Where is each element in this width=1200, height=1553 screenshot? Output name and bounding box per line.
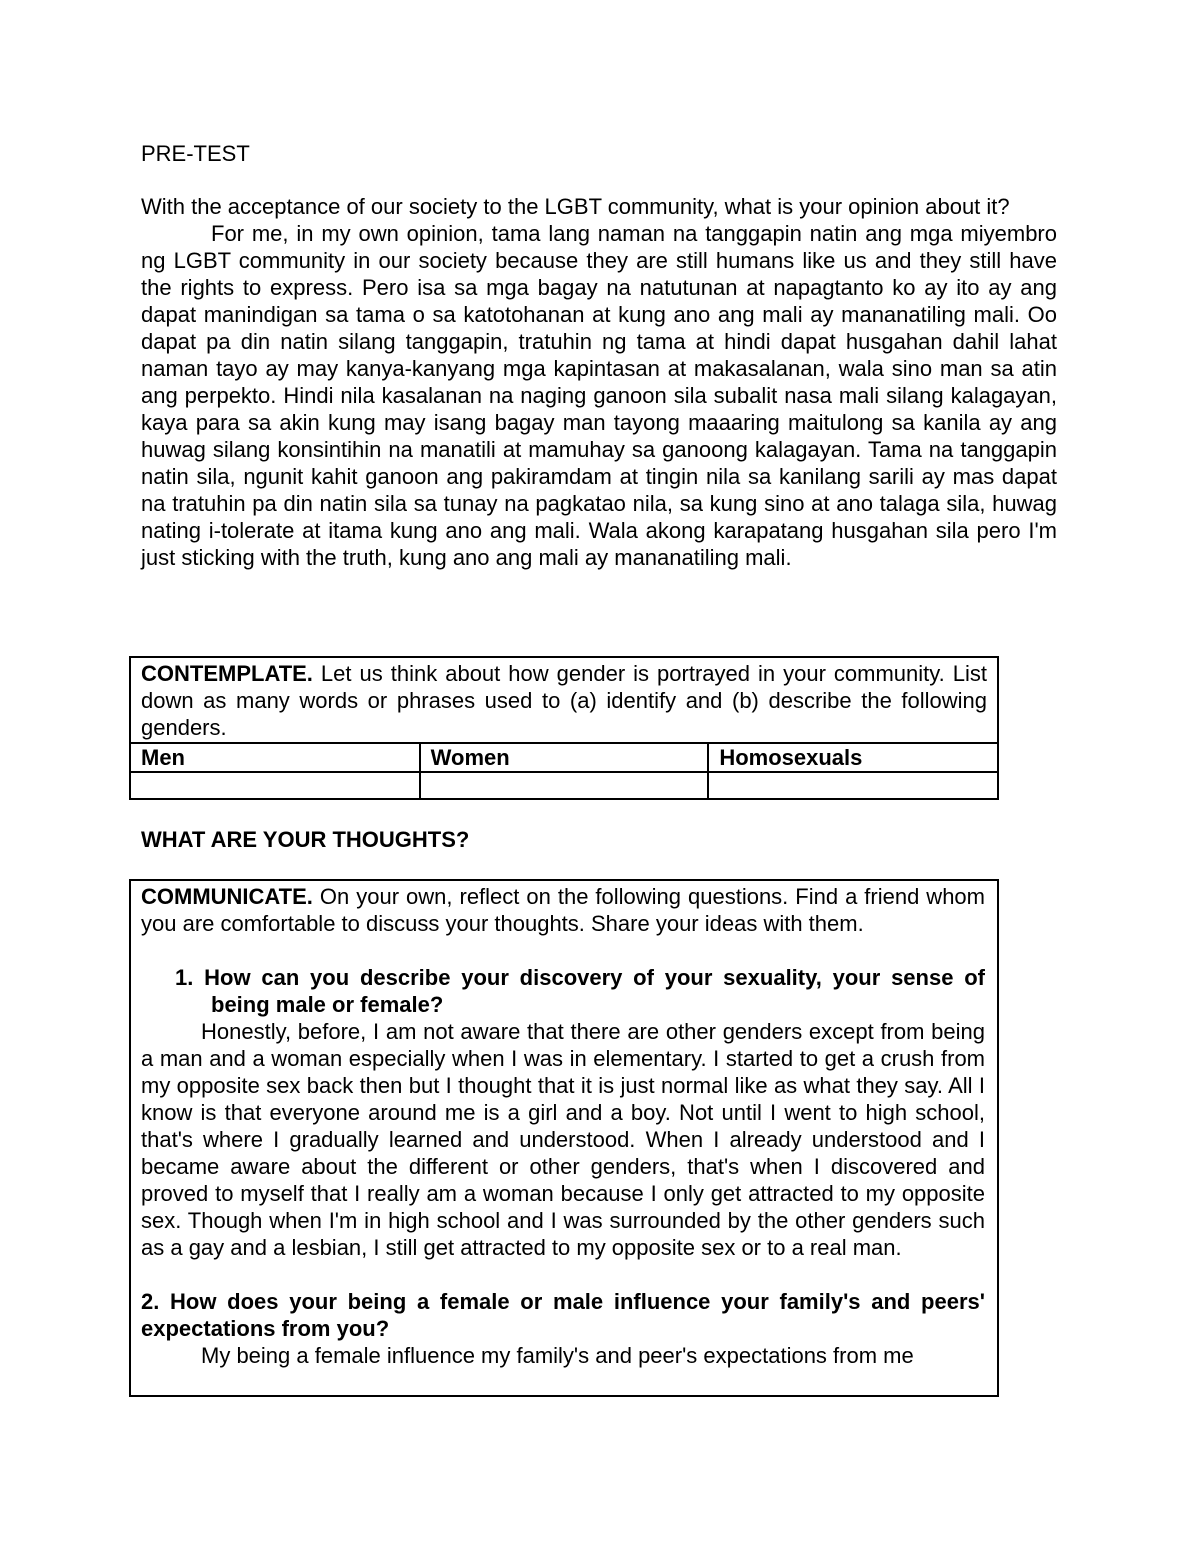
thoughts-title: WHAT ARE YOUR THOUGHTS? bbox=[141, 827, 470, 852]
cell-women bbox=[420, 772, 709, 798]
contemplate-lead: CONTEMPLATE. bbox=[141, 661, 313, 686]
contemplate-intro bbox=[131, 658, 997, 742]
column-women: Women bbox=[420, 743, 709, 772]
gender-table-row bbox=[131, 772, 997, 798]
communicate-lead: COMMUNICATE. bbox=[141, 884, 313, 909]
cell-men bbox=[131, 772, 420, 798]
gender-table bbox=[131, 742, 997, 798]
contemplate-box bbox=[129, 656, 999, 800]
question-1: 1. How can you describe your discovery of your sexuality, your sense of being male or female? bbox=[175, 965, 985, 1017]
pretest-answer: For me, in my own opinion, tama lang naman na tanggapin natin ang mga miyembro ng LGBT community in our society because they are still humans like us and they still have the rights to express. Pero isa sa mga bagay na natutunan at napagtanto ko ay ito ay ang dapat manindigan sa tama o sa katotohanan at kung ano ang mali ay mananatiling mali. Oo dapat pa din natin silang tanggapin, tratuhin ng tama at hindi dapat husgahan dahil lahat naman tayo ay may kanya-kanyang mga kapintasan at makasalanan, wala sino man sa atin ang perpekto. Hindi nila kasalanan na naging ganoon sila subalit nasa mali silang kalagayan, kaya para sa akin kung may isang bagay man tayong maaaring maitulong sa kanila ay ang huwag silang konsintihin na manatili at mamuhay sa ganoong kalagayan. Tama na tanggapin natin sila, ngunit kahit ganoon ang pakiramdam at tingin nila sa kanilang sarili ay mas dapat na tratuhin pa din natin sila sa tunay na pagkatao nila, sa kung sino at ano talaga sila, huwag nating i-tolerate at itama kung ano ang mali. Wala akong karapatang husgahan sila pero I'm just sticking with the truth, kung ano ang mali ay mananatiling mali. bbox=[141, 221, 1057, 570]
answer-2: My being a female influence my family's and peer's expectations from me bbox=[201, 1343, 914, 1368]
cell-homosexuals bbox=[708, 772, 997, 798]
question-2: 2. How does your being a female or male influence your family's and peers' expectations from you? bbox=[141, 1289, 985, 1341]
column-homosexuals: Homosexuals bbox=[708, 743, 997, 772]
communicate-intro bbox=[141, 883, 985, 937]
communicate-text: On your own, reflect on the following questions. Find a friend whom you are comfortable to discuss your thoughts. Share your ideas with them. bbox=[141, 884, 985, 936]
pretest-heading: PRE-TEST bbox=[141, 141, 250, 166]
pretest-question: With the acceptance of our society to the LGBT community, what is your opinion about it? bbox=[141, 194, 1010, 219]
pretest-section bbox=[141, 140, 1057, 571]
contemplate-text: Let us think about how gender is portrayed in your community. List down as many words or phrases used to (a) identify and (b) describe the following genders. bbox=[141, 661, 987, 740]
answer-1: Honestly, before, I am not aware that there are other genders except from being a man and a woman especially when I was in elementary. I started to get a crush from my opposite sex back then but I thought that it is just normal like as what they say. All I know is that everyone around me is a girl and a boy. Not until I went to high school, that's where I gradually learned and understood. When I already understood and I became aware about the different or other genders, that's when I discovered and proved to myself that I really am a woman because I only get attracted to my opposite sex. Though when I'm in high school and I was surrounded by the other genders such as a gay and a lesbian, I still get attracted to my opposite sex or to a real man. bbox=[141, 1019, 985, 1260]
column-men: Men bbox=[131, 743, 420, 772]
communicate-box bbox=[129, 879, 999, 1397]
gender-table-header bbox=[131, 743, 997, 772]
